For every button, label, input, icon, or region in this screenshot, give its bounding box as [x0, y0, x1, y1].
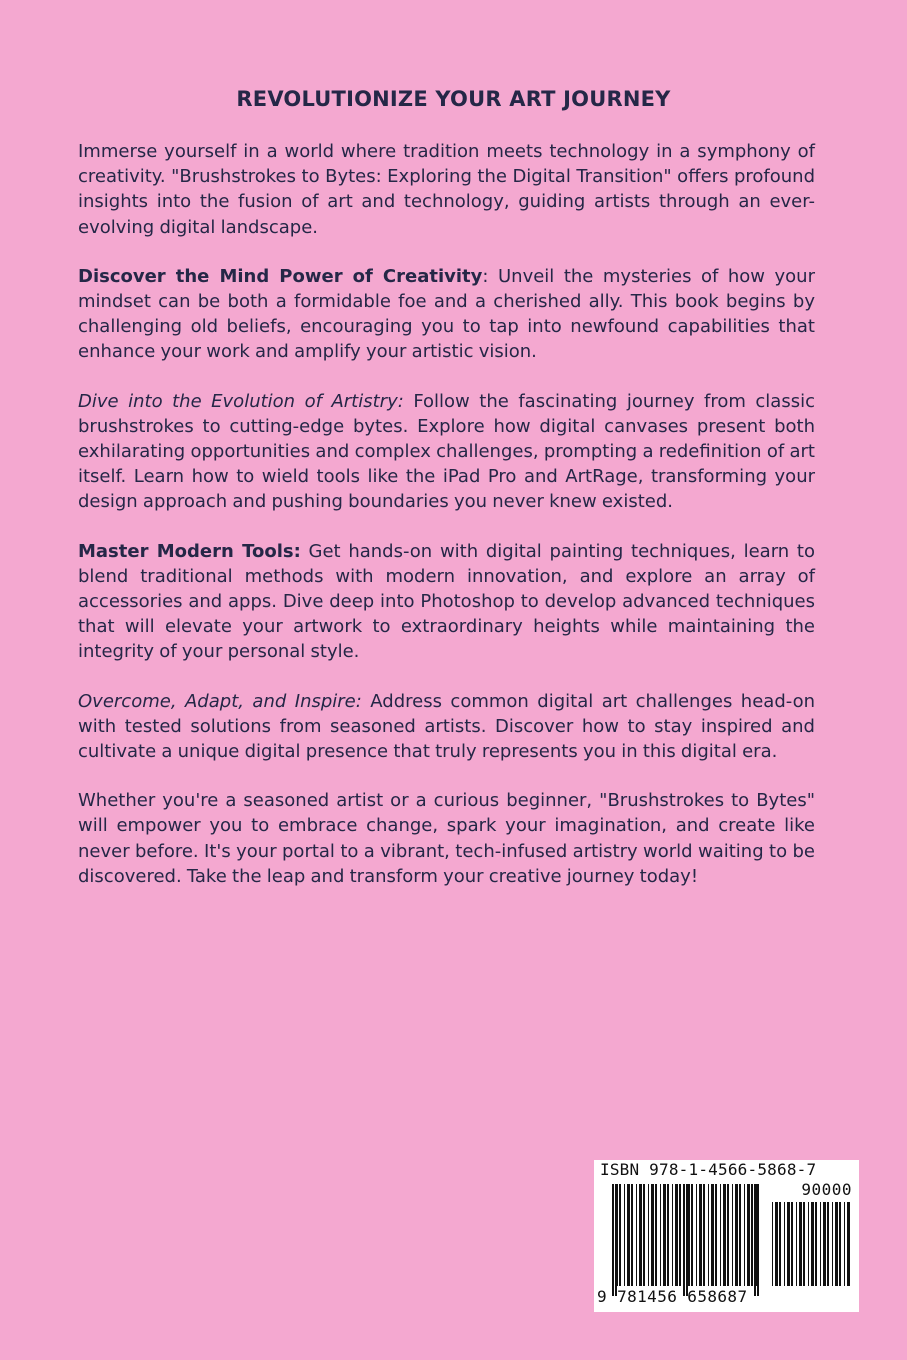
barcode-bar	[835, 1202, 838, 1286]
intro-paragraph	[78, 139, 815, 240]
barcode-bar	[727, 1184, 729, 1286]
barcode-bar	[715, 1184, 717, 1286]
barcode-bar	[663, 1184, 666, 1286]
barcode-bar	[651, 1184, 654, 1286]
barcode-bar	[703, 1184, 705, 1286]
ean-digits: 9 781456 658687	[597, 1287, 748, 1306]
paragraph-text: Address common digital art challenges head-on with tested solutions from seasoned artists. Discover how to stay inspired and cultivate a unique digital presence that truly represents you in this digital era.	[78, 690, 815, 763]
paragraph-text: Whether you're a seasoned artist or a curious beginner, "Brushstrokes to Bytes" will empower you to embrace change, spark your imagination, and create like never before. It's your portal to a vibrant, tech-infused artistry world waiting to be discovered. Take the leap and transform your creative journey today!	[78, 790, 815, 887]
barcode-bar	[739, 1184, 741, 1286]
barcode-guard-bar	[686, 1184, 688, 1296]
barcode-bar	[732, 1184, 733, 1286]
mind-power-paragraph	[78, 264, 815, 365]
barcode-bar	[808, 1202, 809, 1286]
barcode-bar	[779, 1202, 781, 1286]
evolution-paragraph	[78, 389, 815, 515]
barcode-bar	[751, 1184, 753, 1286]
barcode-bar	[772, 1202, 773, 1286]
barcode-bar	[667, 1184, 669, 1286]
back-cover-heading: REVOLUTIONIZE YOUR ART JOURNEY	[236, 87, 671, 111]
barcode-bar	[823, 1202, 826, 1286]
paragraph-lead: Dive into the Evolution of Artistry:	[78, 390, 404, 412]
barcode-bar	[655, 1184, 657, 1286]
barcode-bar	[720, 1184, 721, 1286]
barcode-bar	[631, 1184, 633, 1286]
barcode-bar	[627, 1184, 630, 1286]
barcode-bar	[643, 1184, 645, 1286]
barcode-bar	[639, 1184, 642, 1286]
isbn-label: ISBN 978-1-4566-5868-7	[600, 1160, 817, 1179]
barcode-guard-bar	[612, 1184, 614, 1296]
barcode-addon-digits: 90000	[801, 1180, 852, 1199]
barcode-bar	[723, 1184, 726, 1286]
barcode-guard-bar	[757, 1184, 759, 1296]
blurb-body	[78, 139, 815, 913]
barcode-bar	[799, 1202, 802, 1286]
barcode-bar	[787, 1202, 790, 1286]
barcode-bar	[711, 1184, 714, 1286]
barcode-bar	[708, 1184, 709, 1286]
paragraph-text: Follow the fascinating journey from classic brushstrokes to cutting-edge bytes. Explore how digital canvases present both exhilarating opportunities and complex challenges, prompting a redefinition of art itself. Learn how to wield tools like the iPad Pro and ArtRage, transforming your design approach and pushing boundaries you never knew existed.	[78, 390, 815, 513]
paragraph-lead: Master Modern Tools:	[78, 540, 301, 562]
barcode-bar	[803, 1202, 805, 1286]
paragraph-text: Get hands-on with digital painting techniques, learn to blend traditional methods with modern innovation, and explore an array of accessories and apps. Dive deep into Photoshop to develop advanced techniques that will elevate your artwork to extraordinary heights while maintaining the integrity of your personal style.	[78, 540, 815, 663]
isbn-barcode	[594, 1160, 859, 1312]
barcode-guard-bar	[754, 1184, 756, 1296]
modern-tools-paragraph	[78, 539, 815, 665]
barcode-bar	[811, 1202, 814, 1286]
barcode-bar	[756, 1184, 757, 1286]
barcode-bar	[660, 1184, 661, 1286]
barcode-bar	[691, 1184, 693, 1286]
barcode-bar	[675, 1184, 678, 1286]
barcode-bar	[832, 1202, 833, 1286]
overcome-paragraph	[78, 689, 815, 765]
paragraph-text: : Unveil the mysteries of how your mindset can be both a formidable foe and a cherished ally. This book begins by challenging old beliefs, encouraging you to tap into newfound capabilities that enhance your work and amplify your artistic vision.	[78, 265, 815, 363]
barcode-bar	[636, 1184, 637, 1286]
barcode-bar	[815, 1202, 817, 1286]
barcode-bar	[648, 1184, 649, 1286]
barcode-bar	[784, 1202, 785, 1286]
barcode-bar	[744, 1184, 745, 1286]
barcode-bar	[696, 1184, 697, 1286]
barcode-guard-bar	[615, 1184, 617, 1296]
barcode-bar	[839, 1202, 841, 1286]
barcode-bar	[775, 1202, 778, 1286]
barcode-bar	[679, 1184, 681, 1286]
barcode-bar	[844, 1202, 845, 1286]
barcode-bar	[747, 1184, 750, 1286]
barcode-bar	[847, 1202, 850, 1286]
closing-paragraph	[78, 788, 815, 889]
paragraph-lead: Discover the Mind Power of Creativity	[78, 265, 483, 287]
barcode-bar	[827, 1202, 829, 1286]
barcode-guard-bar	[683, 1184, 685, 1296]
barcode-bar	[624, 1184, 625, 1286]
barcode-bar	[619, 1184, 621, 1286]
barcode-bar	[820, 1202, 821, 1286]
barcode-bar	[672, 1184, 673, 1286]
barcode-bar	[699, 1184, 702, 1286]
barcode-bar	[796, 1202, 797, 1286]
barcode-bar	[735, 1184, 738, 1286]
barcode-bar	[791, 1202, 793, 1286]
paragraph-text: Immerse yourself in a world where tradition meets technology in a symphony of creativity. "Brushstrokes to Bytes: Exploring the Digital Transition" offers profound insights into the fusion of art and technology, guiding artists through an ever-evolving digital landscape.	[78, 141, 815, 238]
paragraph-lead: Overcome, Adapt, and Inspire:	[78, 690, 362, 712]
